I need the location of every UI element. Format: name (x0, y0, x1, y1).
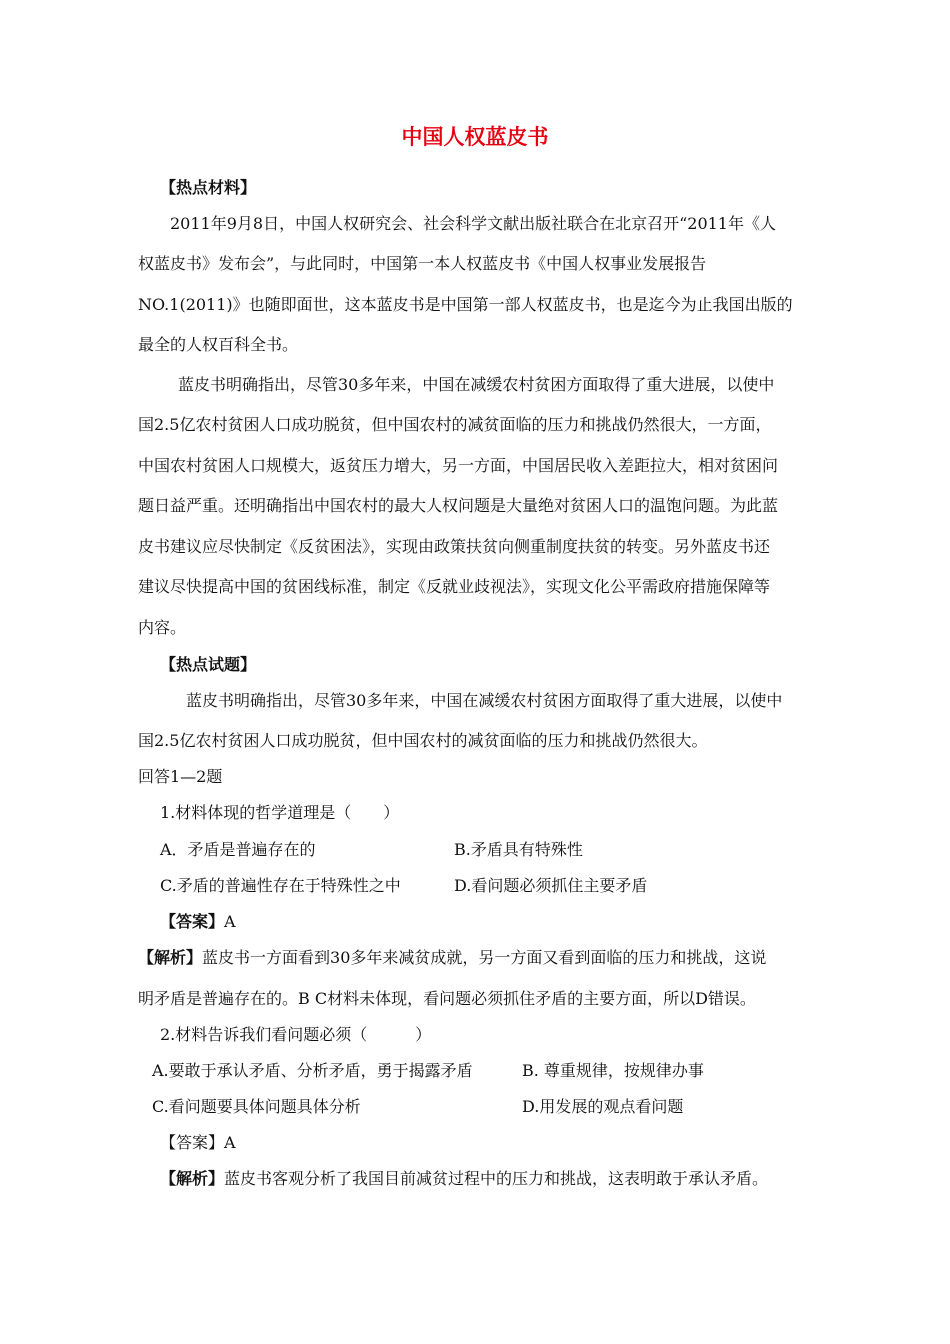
q1-option-c: C.矛盾的普遍性存在于特殊性之中 (160, 876, 401, 895)
section-heading-hot-material: 【热点材料】 (160, 178, 257, 197)
material-p2-line-2: 国2.5亿农村贫困人口成功脱贫，但中国农村的减贫面临的压力和挑战仍然很大，一方面， (138, 415, 772, 434)
q1-stem: 1.材料体现的哲学道理是（ ） (160, 803, 400, 822)
q1-analysis-line-2: 明矛盾是普遍存在的。B C材料未体现，看问题必须抓住矛盾的主要方面，所以D错误。 (138, 989, 756, 1008)
q2-option-a: A.要敢于承认矛盾、分析矛盾，勇于揭露矛盾 (152, 1061, 473, 1080)
answer-range: 回答1—2题 (138, 767, 223, 786)
q1-option-a: A．矛盾是普遍存在的 (160, 840, 316, 859)
q2-analysis-label: 【解析】 (160, 1169, 225, 1188)
q1-analysis-label: 【解析】 (138, 948, 203, 967)
question-intro-line-2: 国2.5亿农村贫困人口成功脱贫，但中国农村的减贫面临的压力和挑战仍然很大。 (138, 731, 708, 750)
q2-answer-label: 【答案】 (160, 1133, 225, 1152)
material-p1-line-1: 2011年9月8日，中国人权研究会、社会科学文献出版社联合在北京召开“2011年《人 (170, 214, 776, 233)
material-p2-line-5: 皮书建议应尽快制定《反贫困法》，实现由政策扶贫向侧重制度扶贫的转变。另外蓝皮书还 (138, 537, 771, 556)
material-p2-line-4: 题日益严重。还明确指出中国农村的最大人权问题是大量绝对贫困人口的温饱问题。为此蓝 (138, 496, 779, 515)
material-p1-line-2: 权蓝皮书》发布会”，与此同时，中国第一本人权蓝皮书《中国人权事业发展报告 (138, 254, 707, 273)
q1-analysis-text-1: 蓝皮书一方面看到30多年来减贫成就，另一方面又看到面临的压力和挑战，这说 (202, 948, 767, 967)
q1-option-d: D.看问题必须抓住主要矛盾 (454, 876, 648, 895)
q2-analysis-line-1 (160, 1167, 768, 1191)
q1-answer (160, 910, 236, 934)
q2-option-b: B. 尊重规律，按规律办事 (522, 1061, 704, 1080)
q2-answer (160, 1131, 236, 1155)
page-title: 中国人权蓝皮书 (401, 124, 549, 149)
q2-option-c: C.看问题要具体问题具体分析 (152, 1097, 361, 1116)
q1-answer-label: 【答案】 (160, 912, 225, 931)
q1-option-b: B.矛盾具有特殊性 (454, 840, 583, 859)
material-p2-line-7: 内容。 (138, 618, 187, 637)
material-p2-line-3: 中国农村贫困人口规模大，返贫压力增大，另一方面，中国居民收入差距拉大，相对贫困问 (138, 456, 779, 475)
q1-answer-value: A (224, 912, 236, 931)
question-intro-line-1: 蓝皮书明确指出，尽管30多年来，中国在减缓农村贫困方面取得了重大进展，以使中 (186, 691, 783, 710)
material-p2-line-6: 建议尽快提高中国的贫困线标准，制定《反就业歧视法》，实现文化公平需政府措施保障等 (138, 577, 771, 596)
q2-analysis-text-1: 蓝皮书客观分析了我国目前减贫过程中的压力和挑战，这表明敢于承认矛盾。 (224, 1169, 769, 1188)
material-p1-line-3: NO.1(2011)》也随即面世，这本蓝皮书是中国第一部人权蓝皮书，也是迄今为止我国出版的 (138, 295, 793, 314)
section-heading-hot-questions: 【热点试题】 (160, 655, 257, 674)
material-p1-line-4: 最全的人权百科全书。 (138, 335, 299, 354)
material-p2-line-1: 蓝皮书明确指出，尽管30多年来，中国在减缓农村贫困方面取得了重大进展，以使中 (178, 375, 775, 394)
q2-option-d: D.用发展的观点看问题 (522, 1097, 684, 1116)
q2-answer-value: A (224, 1133, 236, 1152)
q2-stem: 2.材料告诉我们看问题必须（ ） (160, 1025, 432, 1044)
q1-analysis-line-1 (138, 946, 766, 970)
